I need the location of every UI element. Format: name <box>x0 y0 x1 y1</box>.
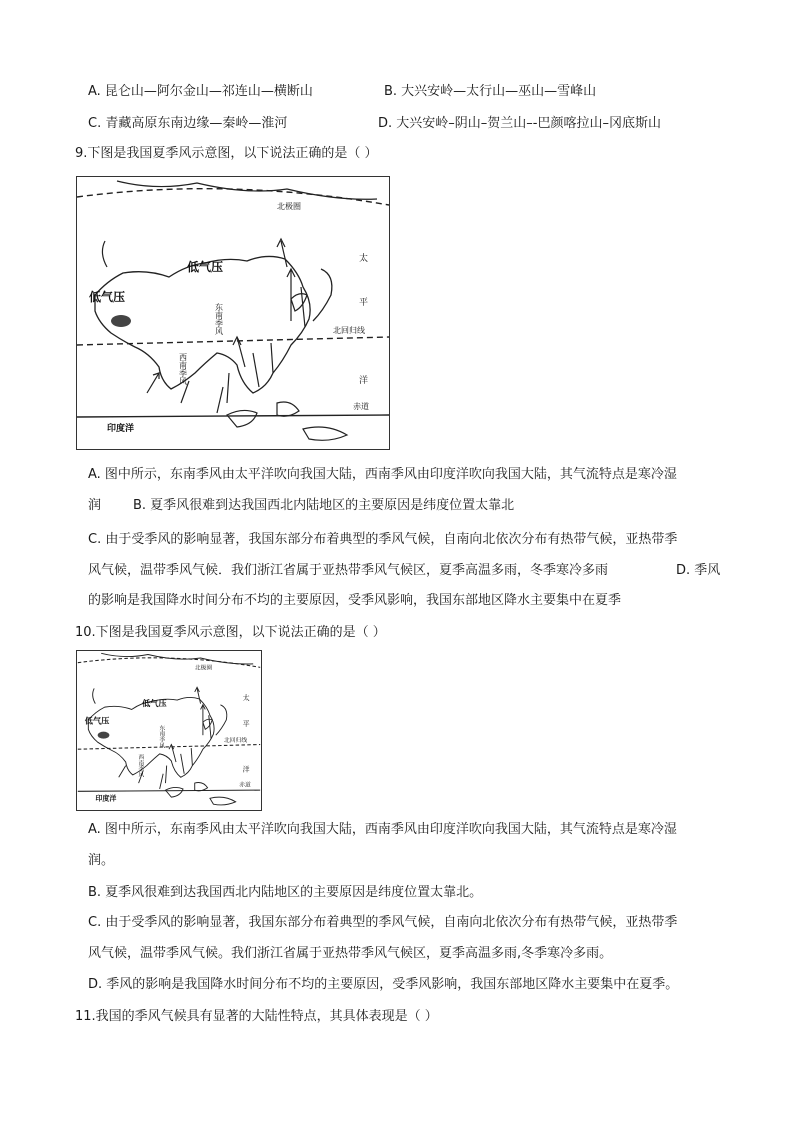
arctic-circle-line <box>78 658 260 668</box>
arctic-circle-line <box>77 189 389 205</box>
southeast-monsoon-label: 东南季风 <box>214 303 224 335</box>
korea-shape <box>203 719 212 729</box>
q8-option-d: D. 大兴安岭–阴山–贺兰山–-巴颜喀拉山–冈底斯山 <box>378 116 661 131</box>
island-shape <box>165 787 183 797</box>
q10-option-c-line2: 风气候，温带季风气候。我们浙江省属于亚热带季风气候区，夏季高温多雨,冬季寒冷多雨。 <box>88 946 613 961</box>
pacific-label: 洋 <box>359 376 369 386</box>
q10-option-a-line1: A. 图中所示，东南季风由太平洋吹向我国大陆，西南季风由印度洋吹向我国大陆，其气流特点是寒冷湿 <box>88 822 677 837</box>
japan-shape <box>313 269 332 321</box>
pacific-label: 太 <box>242 693 250 703</box>
q10-option-a-line2: 润。 <box>88 853 115 868</box>
q11-stem: 11.我国的季风气候具有显著的大陆性特点，其具体表现是（ ） <box>75 1009 438 1024</box>
island-shape <box>303 427 347 440</box>
island-shape <box>210 797 236 805</box>
caspian-shape <box>93 688 96 703</box>
q8-option-b: B. 大兴安岭—太行山—巫山—雪峰山 <box>384 84 597 99</box>
q9-monsoon-map <box>76 176 390 450</box>
q9-option-c-line2: 风气候，温带季风气候．我们浙江省属于亚热带季风气候区，夏季高温多雨，冬季寒冷多雨 <box>88 563 609 578</box>
southwest-monsoon-label: 西南季风 <box>136 753 143 778</box>
island-shape <box>195 783 208 791</box>
q9-option-d-start: D. 季风 <box>676 563 721 578</box>
island-shape <box>227 410 257 427</box>
southeast-monsoon-label: 东南季风 <box>157 724 164 749</box>
southwest-monsoon-label: 西南季风 <box>178 353 188 385</box>
low-pressure-label: 低气压 <box>89 290 126 304</box>
low-pressure-label: 低气压 <box>142 697 167 708</box>
pacific-label: 平 <box>242 718 250 728</box>
monsoon-arrows <box>147 239 305 413</box>
pacific-label: 洋 <box>242 764 250 774</box>
japan-shape <box>216 705 227 735</box>
low-pressure-label: 低气压 <box>84 715 110 726</box>
equator-label: 赤道 <box>353 402 369 411</box>
indian-ocean-label: 印度洋 <box>107 424 135 434</box>
tropic-of-cancer-label: 北回归线 <box>223 738 248 745</box>
indian-ocean-label: 印度洋 <box>95 793 117 803</box>
low-pressure-label: 低气压 <box>187 260 224 274</box>
q9-option-c-line1: C. 由于受季风的影响显著，我国东部分布着典型的季风气候，自南向北依次分布有热带气候，亚热带季 <box>88 532 678 547</box>
q10-option-c-line1: C. 由于受季风的影响显著，我国东部分布着典型的季风气候，自南向北依次分布有热带气候，亚热带季 <box>88 915 678 930</box>
q9-stem: 9.下图是我国夏季风示意图，以下说法正确的是（ ） <box>75 146 378 161</box>
equator-line <box>78 790 260 791</box>
q10-stem: 10.下图是我国夏季风示意图，以下说法正确的是（ ） <box>75 625 386 640</box>
pacific-label: 太 <box>359 254 369 264</box>
q10-option-d: D. 季风的影响是我国降水时间分布不均的主要原因，受季风影响，我国东部地区降水主要集中在夏季。 <box>88 977 679 992</box>
plateau-mark <box>111 315 131 327</box>
q9-option-a-line1: A. 图中所示，东南季风由太平洋吹向我国大陆，西南季风由印度洋吹向我国大陆，其气流特点是寒冷湿 <box>88 467 677 482</box>
q9-option-b: B. 夏季风很难到达我国西北内陆地区的主要原因是纬度位置太靠北 <box>133 498 515 513</box>
arctic-circle-label: 北极圈 <box>277 202 301 211</box>
q8-option-a: A. 昆仑山—阿尔金山—祁连山—横断山 <box>88 84 313 99</box>
equator-line <box>77 415 389 417</box>
q10-monsoon-map <box>76 650 262 811</box>
equator-label: 赤道 <box>239 782 251 789</box>
korea-shape <box>291 294 307 311</box>
island-shape <box>277 402 299 416</box>
arctic-circle-label: 北极圈 <box>194 665 213 672</box>
q9-option-d-line: 的影响是我国降水时间分布不均的主要原因，受季风影响，我国东部地区降水主要集中在夏季 <box>88 593 622 608</box>
q8-option-c: C. 青藏高原东南边缘—秦岭—淮河 <box>88 116 288 131</box>
pacific-label: 平 <box>359 298 369 308</box>
tropic-of-cancer-label: 北回归线 <box>333 326 365 335</box>
plateau-mark <box>98 732 110 739</box>
north-coastline <box>117 181 377 199</box>
caspian-shape <box>102 241 107 267</box>
q10-option-b: B. 夏季风很难到达我国西北内陆地区的主要原因是纬度位置太靠北。 <box>88 885 483 900</box>
q9-option-a-line2: 润 <box>88 498 102 513</box>
